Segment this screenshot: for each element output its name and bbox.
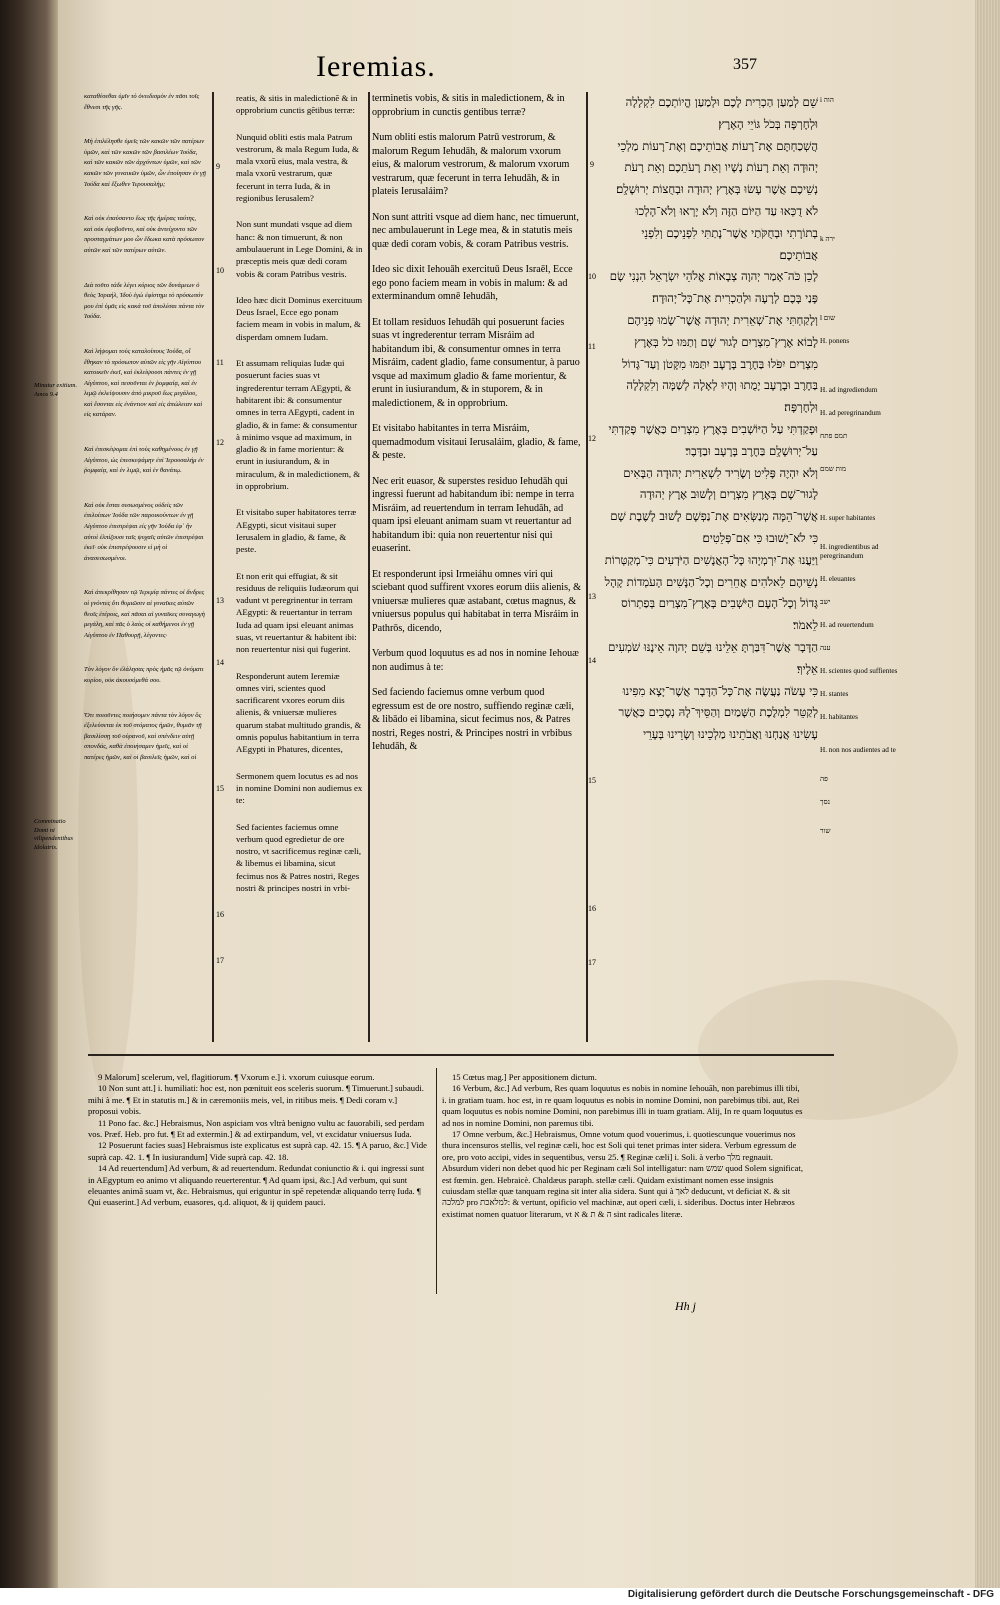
verse-number: 11 <box>216 358 224 367</box>
gloss-entry: k ירה <box>820 235 835 243</box>
greek-column <box>84 92 206 788</box>
hebrew-verse: הַדָּבָר אֲשֶׁר־דִּבַּרְתָּ אֵלֵינוּ בְּשֵׁם יְהוָה אֵינֶנּוּ שֹׁמְעִים אֵלֶיךָ׃ <box>608 639 818 676</box>
column-rule <box>212 92 214 1042</box>
verse-number: 9 <box>590 160 594 169</box>
gloss-entry: פה <box>820 775 828 783</box>
gloss-entry: ענה <box>820 644 831 652</box>
verse-number: 9 <box>216 162 220 171</box>
footnotes-left <box>88 1072 428 1209</box>
greek-verse: Καὶ ἀπεκρίθησαν τῷ Ἱερεμίᾳ πάντες οἱ ἄνδρες οἱ γνόντες ὅτι θυμιῶσιν αἱ γυναῖκες αὐτῶν θεοῖς ἑτέροις, καὶ πᾶσαι αἱ γυναῖκες συναγωγὴ μεγάλη, καὶ πᾶς ὁ λαὸς οἱ καθήμενοι ἐν γῇ Αἰγύπτου ἐν Παθουρῇ, λέγοντες· <box>84 589 205 639</box>
greek-verse: Τὸν λόγον ὃν ἐλάλησας πρὸς ἡμᾶς τῷ ὀνόματι κυρίου, οὐκ ἀκουσόμεθά σου. <box>84 666 204 684</box>
footnote: 11 Pono fac. &c.] Hebraismus, Non aspiciam vos vltrà benigno vultu ac fauorabili, sed perdam vos. Præf. Heb. pro fut. ¶ Et ad extermin.] & ad extirpandum, vel, vt excidatur vniuersus Iuda. <box>88 1117 425 1140</box>
hebrew-verse: לָכֵן כֹּה־אָמַר יְהוָה צְבָאוֹת אֱלֹהֵי יִשְׂרָאֵל הִנְנִי שָׂם פָּנַי בָּכֶם לְרָעָה וּלְהַכְרִית אֶת־כָּל־יְהוּדָה׃ <box>609 269 818 306</box>
greek-verse: Καὶ οὐκ ἐπαύσαντο ἕως τῆς ἡμέρας ταύτης, καὶ οὐκ ἐφοβοῦντο, καὶ οὐκ ἀντείχοντο τῶν προσταγμάτων μου ὧν ἔδωκα κατὰ πρόσωπον αὐτῶν καὶ τῶν πατέρων αὐτῶν. <box>84 215 205 254</box>
verse-number: 13 <box>588 592 596 601</box>
pagnini-verse: Verbum quod loquutus es ad nos in nomine Iehouæ non audimus à te: <box>372 648 579 673</box>
vulgate-verse: Responderunt autem Ieremiæ omnes viri, scientes quod sacrificarent vxores eorum diis alienis, & vniuersæ mulieres quarum stabat multitudo grandis, & omnis populus habitantium in terra AEgypti in Phatures, dicentes, <box>236 670 362 755</box>
greek-verse: Διὰ τοῦτο τάδε λέγει κύριος τῶν δυνάμεων ὁ θεὸς Ἰσραήλ, Ἰδοὺ ἐγὼ ἐφίστημι τὸ πρόσωπόν μου ἐπὶ ὑμᾶς εἰς κακὰ τοῦ ἀπολέσαι πάντα τὸν Ἰούδα. <box>84 281 205 321</box>
hebrew-column <box>603 92 818 746</box>
vulgate-verse: Ideo hæc dicit Dominus exercituum Deus Israel, Ecce ego ponam faciem meam in vobis in malum, & disperdam omnem Iudam. <box>236 294 363 342</box>
vulgate-verse: Sermonem quem locutus es ad nos in nomine Domini non audiemus ex te: <box>236 770 363 806</box>
verse-number: 12 <box>216 438 224 447</box>
footnote-rule <box>88 1054 834 1056</box>
verse-number: 10 <box>216 266 224 275</box>
greek-verse: Καὶ οὐκ ἔσται σεσωσμένος οὐδεὶς τῶν ἐπιλοίπων Ἰούδα τῶν παροικούντων ἐν γῇ Αἰγύπτου ἐπιστρέψαι εἰς γῆν Ἰούδα ἐφ᾽ ἣν αὐτοὶ ἐλπίζουσι ταῖς ψυχαῖς αὐτῶν ἐπιστρέψαι ἐκεῖ· οὐκ ἐπιστρέψουσιν εἰ μὴ οἱ ἀνασεσωσμένοι. <box>84 501 204 562</box>
vulgate-column <box>236 92 363 908</box>
verse-number: 12 <box>588 434 596 443</box>
margin-note: Comminatio Domi ni vilipendentibus Idolatris. <box>34 818 74 851</box>
pagnini-verse: Et tollam residuos Iehudāh qui posuerunt facies suas vt ingrederentur terram Misráim ad habitandum ibi, & consumentur omnes in terra Misráim, cadent gladio, fame consumentur, à paruo vsque ad maximum gladio & fame morientur, & erunt in iusiurandum, & in stuporem, & in maledictionem, & in opprobrium. <box>372 316 580 409</box>
pagnini-verse: Nec erit euasor, & superstes residuo Iehudāh qui ingressi fuerunt ad habitandum ibi: nempe in terra Misráim, ad reuertendum in terram Iehudāh, ad quam ipsi eleuant animam suam vt reuertantur ad habitandum ibi: quia non reuertentur nisi qui euaserint. <box>372 475 575 554</box>
gloss-entry: l שום <box>820 314 836 322</box>
footnote: 12 Posuerunt facies suas] Hebraismus iste explicatus est suprà cap. 42. 15. ¶ A paruo, &c.] Vide suprà cap. 42. 1. ¶ In iusiurandum] Vide suprà cap. 42. 18. <box>88 1140 427 1162</box>
vulgate-verse: Et assumam reliquias Iudæ qui posuerunt facies suas vt ingrederentur terram AEgypti, & habitarent ibi: & consumentur omnes in terra AEgypti, cadent in gladio, & in fame: & consumentur à minimo vsque ad maximum, in gladio & in fame morientur: & erunt in iusiurandum, & in miraculum, & in maledictionem, & in opprobrium. <box>236 358 361 492</box>
verse-number: 16 <box>588 904 596 913</box>
footnote: 15 Cœtus mag.] Per appositionem dictum. <box>452 1072 597 1082</box>
gloss-entry: H. stantes <box>820 690 849 698</box>
hebrew-verse: וְלָקַחְתִּי אֶת־שְׁאֵרִית יְהוּדָה אֲשֶׁר־שָׂמוּ פְנֵיהֶם לָבוֹא אֶרֶץ־מִצְרַיִם לָגוּר שָׁם וְתַמּוּ כֹל בְּאֶרֶץ מִצְרַיִם יִפֹּלוּ בַּחֶרֶב בָּרָעָב יִתַּמּוּ מִקָּטֹן וְעַד־גָּדוֹל בַּחֶרֶב וּבָרָעָב יָמֻתוּ וְהָיוּ לְאָלָה לְשַׁמָּה וְלִקְלָלָה וּלְחֶרְפָּה׃ <box>621 312 818 415</box>
verse-number: 14 <box>588 656 596 665</box>
footnotes-right <box>442 1072 804 1220</box>
gloss-entry: נסך <box>820 798 830 806</box>
margin-note: Minatur exitium. Amos 9.4 <box>34 382 77 398</box>
hebrew-verse: שֵׁם לְמַעַן הַכְרִית לָכֶם וּלְמַעַן הֱיוֹתְכֶם לִקְלָלָה וּלְחֶרְפָּה בְּכֹל גּוֹיֵי הָאָרֶץ׃ <box>625 95 818 131</box>
column-rule <box>368 92 370 1042</box>
gloss-entry: מות שמם <box>820 465 847 473</box>
greek-verse: Ὅτι ποιοῦντες ποιήσομεν πάντα τὸν λόγον ὃς ἐξελεύσεται ἐκ τοῦ στόματος ἡμῶν, θυμιᾶν τῇ βασιλίσσῃ τοῦ οὐρανοῦ, καὶ σπένδειν αὐτῇ σπονδάς, καθὰ ἐποιήσαμεν ἡμεῖς, καὶ οἱ πατέρες ἡμῶν, καὶ οἱ βασιλεῖς ἡμῶν, καὶ οἱ <box>84 711 202 761</box>
gloss-entry: שור <box>820 827 831 835</box>
pagnini-column <box>372 92 582 766</box>
gloss-entry: H. habitantes <box>820 713 858 721</box>
pagnini-verse: Non sunt attriti vsque ad diem hanc, nec timuerunt, nec ambulauerunt in Lege mea, & in statutis meis quæ dedi coram vobis, & coram Patribus vestris. <box>372 211 579 250</box>
hebrew-verse: וַיַּעֲנוּ אֶת־יִרְמְיָהוּ כָּל־הָאֲנָשִׁים הַיֹּדְעִים כִּי־מְקַטְּרוֹת נְשֵׁיהֶם לֵאלֹהִים אֲחֵרִים וְכָל־הַנָּשִׁים הָעֹמְדוֹת קָהָל גָּדוֹל וְכָל־הָעָם הַיֹּשְׁבִים בְּאֶרֶץ־מִצְרַיִם בְּפַתְרוֹס לֵאמֹר׃ <box>604 552 818 633</box>
gloss-entry: H. scientes quod suffientes <box>820 667 898 675</box>
gloss-entry: ישב <box>820 598 831 606</box>
pagnini-verse: terminetis vobis, & sitis in maledictionem, & in opprobrium in cunctis gentibus terræ? <box>372 93 565 118</box>
verse-number: 15 <box>588 776 596 785</box>
hebrew-verse: וּפָקַדְתִּי עַל הַיּוֹשְׁבִים בְּאֶרֶץ מִצְרַיִם כַּאֲשֶׁר פָּקַדְתִּי עַל־יְרוּשָׁלִָם בַּחֶרֶב בָּרָעָב וּבַדָּבֶר׃ <box>608 421 818 458</box>
verse-number: 17 <box>588 958 596 967</box>
footnote: 14 Ad reuertendum] Ad verbum, & ad reuertendum. Redundat coniunctio & i. qui ingressi sunt in AEgyptum eo animo vt aliquando reuerterentur. ¶ Ad quam ipsi, &c.] Ad verbum, qui sunt eleuantes animā suam vt, &c. Hebraismus, qui eriguntur in spē repetendæ aliquando terrę Iuda. ¶ Qui euaserint.] Ad verbum, euasores, q.d. aliquot, & ij quidem pauci. <box>88 1163 425 1208</box>
hebrew-verse: וְלֹא יִהְיֶה פָּלִיט וְשָׂרִיד לִשְׁאֵרִית יְהוּדָה הַבָּאִים לָגוּר־שָׁם בְּאֶרֶץ מִצְרָיִם וְלָשׁוּב אֶרֶץ יְהוּדָה אֲשֶׁר־הֵמָּה מְנַשְּׂאִים אֶת־נַפְשָׁם לָשׁוּב לָשֶׁבֶת שָׁם כִּי לֹא־יָשׁוּבוּ כִּי אִם־פְּלֵטִים׃ <box>610 465 818 545</box>
pagnini-verse: Et responderunt ipsi Irmeiáhu omnes viri qui sciebant quod suffirent vxores eorum diis alienis, & vniuersæ mulieres quæ astabant, cœtus magnus, & vniuersus populus qui habitabat in terra Misráim in Pathrōs, dicendo, <box>372 568 581 634</box>
footnote: 17 Omne verbum, &c.] Hebraismus, Omne votum quod vouerimus, i. quotiescunque vouerimus nos thura incensuros stellis, vel reginæ cæli, hoc est Soli qui tenet primas inter sidera. Verbum egressum de ore, pro voto accipi, vides in sequentibus, versu 25. ¶ Reginæ cæli] i. Soli. à verbo מלך regnauit. Absurdum videri non debet quod hic per Reginam cæli Sol intelligatur: nam שמש quod Solem significat, est fœmin. gen. Hebraicè. Chaldæus paraph. stellæ cæli. Quidam existimant nomen esse insignis cuiusdam stellæ quæ tanquam regina sit inter alia sidera. Sunt qui à לאך deducunt, vt deficiat א. & sit למלכה pro למלאכת: & vertunt, opificio vel machinæ, aut operi cæli, i. sideribus. Doctus inter Hebræos existimat nomen quatuor literarum, vt ה & ת & א sint radicales literæ. <box>442 1129 803 1219</box>
pagnini-verse: Sed faciendo faciemus omne verbum quod egressum est de ore nostro, suffiendo reginæ cæli, & libādo ei libamina, sicut fecimus nos, & Patres nostri, Reges nostri, & Principes nostri in vrbibus Iehudāh, & <box>372 687 574 752</box>
gloss-entry: H. ponens <box>820 337 850 345</box>
page-number: 357 <box>733 56 757 73</box>
gloss-entry: H. ad peregrinandum <box>820 409 881 417</box>
gloss-entry: H. ad ingrediendum <box>820 386 878 394</box>
footnote-column-rule <box>436 1068 437 1294</box>
vulgate-verse: Et visitabo super habitatores terræ AEgypti, sicut visitaui super Ierusalem in gladio, & fame, & peste. <box>236 507 357 555</box>
verse-number: 10 <box>588 272 596 281</box>
page-edge <box>975 0 1000 1588</box>
footnote: 10 Non sunt att.] i. humiliati: hoc est, non pœnituit eos sceleris suorum. ¶ Timuerunt.] subaudi. mihi à me. ¶ Et in statutis m.] & in cæremoniis meis, vel, in ritibus meis. ¶ Dedi coram v.] proposui vobis. <box>88 1083 424 1117</box>
column-rule <box>586 92 588 1042</box>
gloss-entry: H. non nos audientes ad te <box>820 746 896 754</box>
digitization-credit: Digitalisierung gefördert durch die Deutsche Forschungsgemeinschaft - DFG <box>627 1589 994 1600</box>
hebrew-verse: הֲשְׁכַחְתֶּם אֶת־רָעוֹת אֲבוֹתֵיכֶם וְאֶת־רָעוֹת מַלְכֵי יְהוּדָה וְאֵת רָעוֹת נָשָׁיו וְאֵת רָעֹתֵכֶם וְאֵת רָעֹת נְשֵׁיכֶם אֲשֶׁר עָשׂוּ בְּאֶרֶץ יְהוּדָה וּבְחֻצוֹת יְרוּשָׁלִָם׃ <box>616 138 818 197</box>
verse-number: 11 <box>588 342 596 351</box>
hebrew-gloss-column <box>820 96 900 850</box>
hebrew-verse: לֹא דֻכְּאוּ עַד הַיּוֹם הַזֶּה וְלֹא יָרְאוּ וְלֹא־הָלְכוּ בְתוֹרָתִי וּבְחֻקֹּתַי אֲשֶׁר־נָתַתִּי לִפְנֵיכֶם וְלִפְנֵי אֲבוֹתֵיכֶם׃ <box>635 203 818 262</box>
vulgate-verse: Nunquid obliti estis mala Patrum vestrorum, & mala Regum Iuda, & mala vxorū eius, mala vestra, & mala vxorū vestrarum, quæ fecerunt in terra Iuda, & in regionibus Ierusalem? <box>236 131 359 204</box>
greek-verse: Καὶ ἐπισκέψομαι ἐπὶ τοὺς καθημένους ἐν γῇ Αἰγύπτου, ὡς ἐπεσκεψάμην ἐπὶ Ἱερουσαλήμ ἐν ῥομφαίᾳ, καὶ ἐν λιμῷ, καὶ ἐν θανάτῳ. <box>84 446 204 475</box>
footnote: 16 Verbum, &c.] Ad verbum, Res quam loquutus es nobis in nomine Iehouāh, non parebimus illi tibi, i. in gratiam tuam. hoc est, in re quam loquutus es nobis in nomine Domini, non parebimus tibi. aut, Rei quam loquutus es nobis nomine Domini, non parebimus illi in tuam gratiam. Alij, In re quam loquutus es ad nos in nomine Domini, non paremus tibi. <box>442 1083 803 1128</box>
greek-verse: Μὴ ἐπιλέλησθε ὑμεῖς τῶν κακῶν τῶν πατέρων ὑμῶν, καὶ τῶν κακῶν τῶν βασιλέων Ἰούδα, καὶ τῶν κακῶν τῶν ἀρχόντων ὑμῶν, καὶ τῶν κακῶν τῶν γυναικῶν ὑμῶν, ὧν ἐποίησαν ἐν γῇ Ἰούδα καὶ ἔξωθεν Ἱερουσαλήμ; <box>84 138 206 188</box>
verse-number: 17 <box>216 956 224 965</box>
greek-verse: Καὶ λήψομαι τοὺς καταλοίπους Ἰούδα, οἳ ἔθηκαν τὸ πρόσωπον αὐτῶν εἰς γῆν Αἰγύπτου κατοικεῖν ἐκεῖ, καὶ ἐκλείψουσι πάντες ἐν γῇ Αἰγύπτου, καὶ πεσοῦνται ἐν ῥομφαίᾳ, καὶ ἐν λιμῷ ἐκλείψουσιν ἀπὸ μικροῦ ἕως μεγάλου, καὶ ἔσονται εἰς ἐνάντιον καὶ εἰς ἀπώλειαν καὶ εἰς κατάραν. <box>84 347 203 419</box>
gloss-entry: H. eleuantes <box>820 575 856 583</box>
verse-number: 14 <box>216 658 224 667</box>
gloss-entry: H. super habitantes <box>820 514 876 522</box>
vulgate-verse: Et non erit qui effugiat, & sit residuus de reliquiis Iudæorum qui vadunt vt peregrinentur in terram AEgypti: & reuertantur in terram Iuda ad quam ipsi eleuant animas suas, vt reuertantur & habitent ibi: non reuertentur nisi qui fugerint. <box>236 570 359 655</box>
verse-number: 15 <box>216 784 224 793</box>
gloss-entry: H. ad reuertendum <box>820 621 874 629</box>
greek-verse: καταθέσεθαι ὑμῖν τὸ ὀνειδισμὸν ἐν πᾶσι τοῖς ἔθνεσι τῆς γῆς. <box>84 93 200 111</box>
gloss-entry: H. ingredientibus ad peregrinandum <box>820 543 879 560</box>
vulgate-verse: Non sunt mundati vsque ad diem hanc: & non timuerunt, & non ambulauerunt in Lege Domini, & in præceptis meis quæ dedi coram vobis & coram Patribus vestris. <box>236 219 363 279</box>
pagnini-verse: Ideo sic dixit Iehouāh exercituū Deus Israēl, Ecce ego pono faciem meam in vobis in malum: & ad exterminandum omnē Iehudāh, <box>372 264 573 302</box>
pagnini-verse: Et visitabo habitantes in terra Misráim, quemadmodum visitaui Ierusaláim, gladio, & fame, & peste. <box>372 423 581 461</box>
pagnini-verse: Num obliti estis malorum Patrū vestrorum, & malorum Regum Iehudāh, & malorum vxorum eius, & malorum vestrorum, & malorum vxorum vestrarum, quæ fecerunt in terra Iehudāh, & in plateis Ierusaláim? <box>372 132 570 197</box>
running-head: Ieremias. <box>316 50 436 83</box>
verse-number: 13 <box>216 596 224 605</box>
gloss-entry: תמם פתח <box>820 432 848 440</box>
verse-number: 16 <box>216 910 224 919</box>
book-binding <box>0 0 58 1605</box>
footnote: 9 Malorum] scelerum, vel, flagitiorum. ¶ Vxorum e.] i. vxorum cuiusque eorum. <box>98 1072 375 1082</box>
gloss-entry: i הוה <box>820 96 834 104</box>
signature-mark: Hh j <box>675 1299 696 1313</box>
vulgate-verse: reatis, & sitis in maledictionē & in opprobrium cunctis gētibus terræ: <box>236 93 358 116</box>
vulgate-verse: Sed facientes faciemus omne verbum quod egredietur de ore nostro, vt sacrificemus reginæ cæli, & libemus ei libamina, sicut fecimus nos & Patres nostri, Reges nostri & principes nostri in vrbi- <box>236 821 362 894</box>
hebrew-verse: כִּי עָשֹׂה נַעֲשֶׂה אֶת־כָּל־הַדָּבָר אֲשֶׁר־יָצָא מִפִּינוּ לְקַטֵּר לִמְלֶכֶת הַשָּׁמַיִם וְהַסֵּיךְ־לָהּ נְסָכִים כַּאֲשֶׁר עָשִׂינוּ אֲנַחְנוּ וַאֲבֹתֵינוּ מַלְכֵינוּ וְשָׂרֵינוּ בְּעָרֵי <box>618 683 818 742</box>
